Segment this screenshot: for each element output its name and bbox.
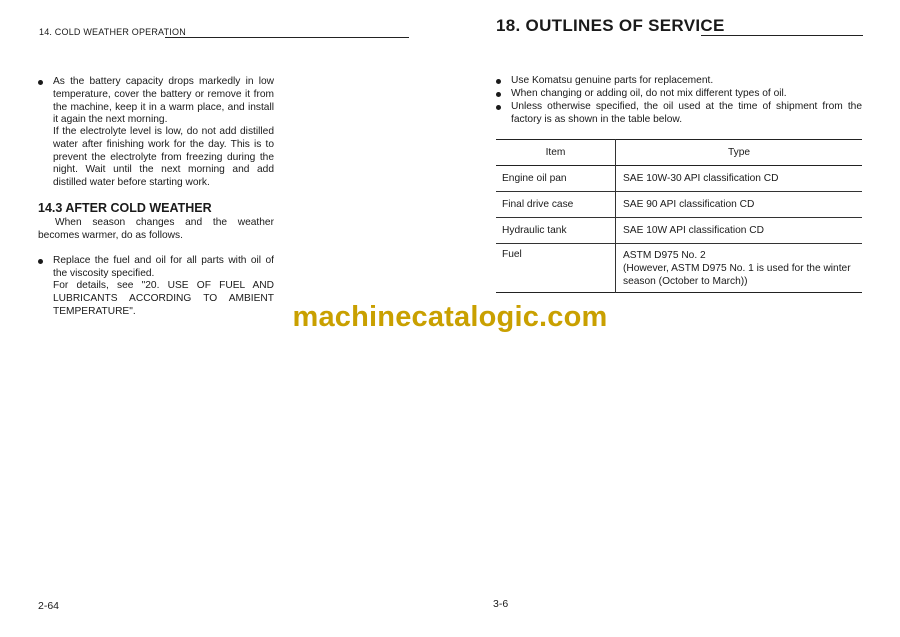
left-page-number: 2-64: [38, 600, 60, 612]
oil-type-table: [496, 139, 862, 293]
column-header-item: Item: [496, 140, 616, 166]
electrolyte-note: If the electrolyte level is low, do not add distilled water after finishing work for the day. This is to prevent the electrolyte from freezing during the night. Wait until the next morning and add distilled water before starting work.: [53, 126, 274, 189]
fuel-oil-bullet: [38, 255, 274, 281]
bullet-dot-icon: [496, 105, 501, 110]
table-cell-type: SAE 90 API classification CD: [623, 199, 755, 210]
fuel-oil-note: For details, see "20. USE OF FUEL AND LUBRICANTS ACCORDING TO AMBIENT TEMPERATURE".: [53, 280, 274, 317]
table-cell-item: Final drive case: [496, 192, 616, 218]
service-bullet-text: Unless otherwise specified, the oil used at the time of shipment from the factory is as shown in the table below.: [511, 101, 862, 125]
fuel-type-note: (However, ASTM D975 No. 1 is used for the winter season (October to March)): [623, 263, 851, 287]
service-bullet-text: When changing or adding oil, do not mix different types of oil.: [511, 88, 787, 99]
column-header-type: Type: [727, 147, 751, 158]
section-intro-text: When season changes and the weather becomes warmer, do as follows.: [38, 217, 274, 241]
fuel-type-text: ASTM D975 No. 2: [623, 250, 706, 261]
bullet-dot-icon: [496, 92, 501, 97]
table-cell-type: SAE 10W API classification CD: [623, 225, 764, 236]
right-page-number: 3-6: [493, 598, 509, 610]
table-cell-type: [616, 244, 863, 293]
table-row: [496, 218, 862, 244]
table-row: [496, 166, 862, 192]
table-cell-type: SAE 10W-30 API classification CD: [623, 173, 779, 184]
bullet-dot-icon: [496, 79, 501, 84]
fuel-oil-bullet-text: Replace the fuel and oil for all parts with oil of the viscosity specified.: [53, 255, 274, 279]
section-intro: [38, 217, 274, 243]
table-cell-item: Engine oil pan: [496, 166, 616, 192]
service-bullet-text: Use Komatsu genuine parts for replacement.: [511, 75, 714, 86]
watermark: machinecatalogic.com: [292, 301, 608, 333]
bullet-dot-icon: [38, 259, 43, 264]
service-bullet: [496, 88, 862, 101]
table-cell-item: Hydraulic tank: [496, 218, 616, 244]
table-row: [496, 192, 862, 218]
service-bullet: [496, 75, 862, 88]
left-header-rule: [165, 37, 409, 38]
left-page-header: 14. COLD WEATHER OPERATION: [39, 27, 186, 37]
bullet-dot-icon: [38, 80, 43, 85]
table-cell-item: Fuel: [496, 244, 616, 293]
section-title: 14.3 AFTER COLD WEATHER: [38, 201, 212, 215]
table-row: [496, 244, 862, 293]
battery-bullet-text: As the battery capacity drops markedly in low temperature, cover the battery or remove it from the machine, keep it in a warm place, and install it again the next morning.: [53, 76, 274, 126]
right-page-header: 18. OUTLINES OF SERVICE: [496, 16, 725, 35]
battery-bullet: [38, 76, 274, 127]
service-bullet: [496, 101, 862, 127]
table-header-row: [496, 140, 862, 166]
right-header-rule: [701, 35, 863, 36]
